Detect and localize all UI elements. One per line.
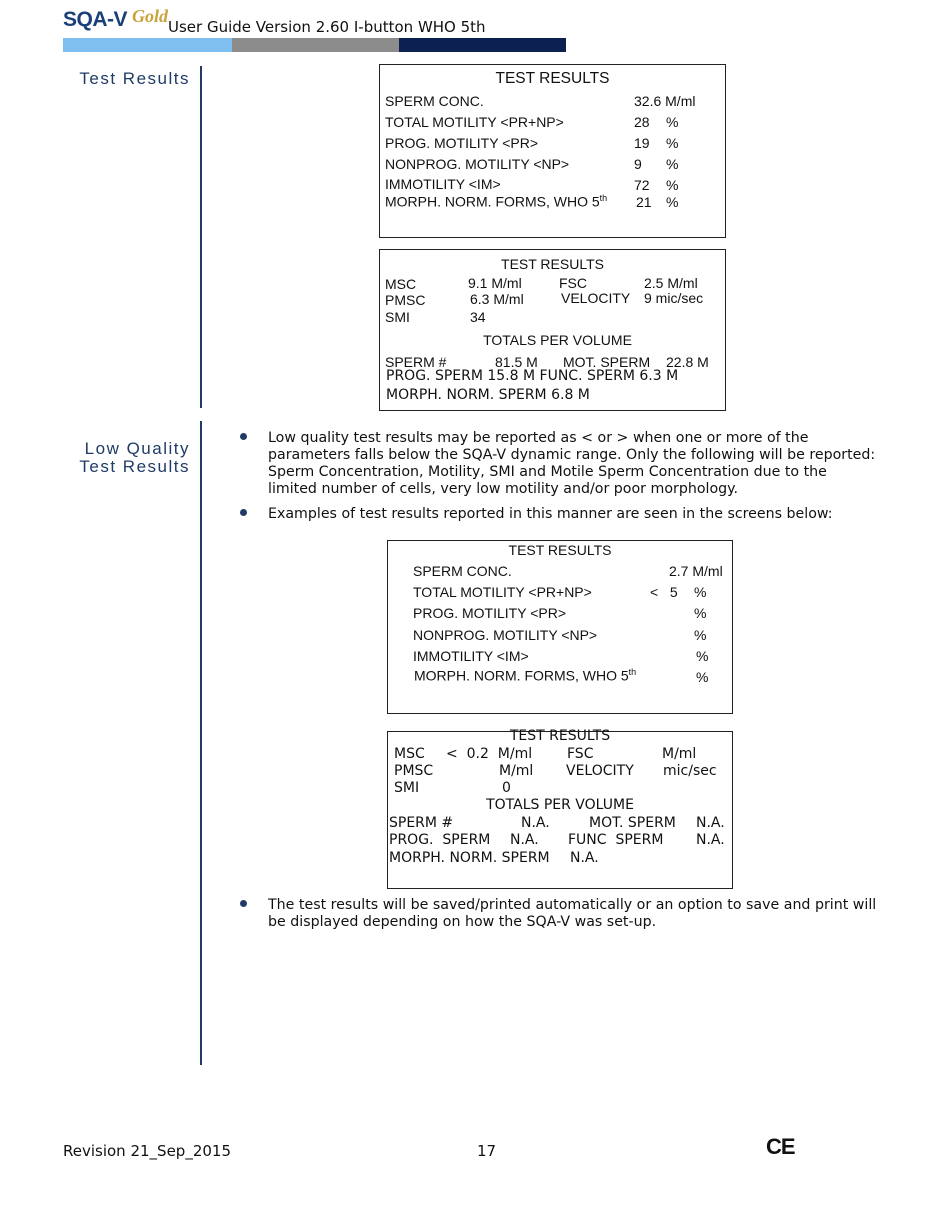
section-title-line: Low Quality: [84, 439, 190, 458]
revision-text: Revision 21_Sep_2015: [63, 1142, 231, 1160]
row-value-sperm-conc: 32.6 M/ml: [634, 93, 696, 109]
section-divider-line: [200, 66, 202, 408]
row-unit: %: [696, 669, 709, 685]
totals-title: TOTALS PER VOLUME: [486, 797, 634, 813]
row-label-nonprog-motility: NONPROG. MOTILITY <NP>: [385, 156, 570, 172]
row-unit: %: [666, 135, 679, 151]
header-title: User Guide Version 2.60 I-button WHO 5th: [168, 18, 486, 36]
msc-label: MSC: [385, 276, 417, 292]
prog-sperm-label: PROG. SPERM: [389, 832, 491, 848]
row-label-prog-motility: PROG. MOTILITY <PR>: [413, 605, 567, 621]
velocity-label: VELOCITY: [566, 763, 634, 779]
bullet-icon: [240, 433, 247, 440]
pmsc-value: 6.3 M/ml: [470, 291, 524, 307]
totals-title: TOTALS PER VOLUME: [483, 332, 632, 348]
row-value-immotility: 72: [634, 177, 650, 193]
section-divider-line: [200, 421, 202, 1065]
msc-label: MSC: [394, 746, 425, 762]
pmsc-label: PMSC: [385, 292, 426, 308]
page-number: 17: [477, 1142, 497, 1160]
prog-func-line: PROG. SPERM 15.8 M FUNC. SPERM 6.3 M: [386, 368, 679, 384]
velocity-value: 9 mic/sec: [644, 290, 704, 306]
bullet-icon: [240, 900, 247, 907]
header-bar-navy: [399, 38, 566, 52]
screen-title: TEST RESULTS: [495, 70, 610, 87]
sperm-count-value: N.A.: [521, 815, 550, 831]
row-unit: %: [696, 648, 709, 664]
morph-norm-line: MORPH. NORM. SPERM 6.8 M: [386, 387, 590, 403]
smi-value: 34: [470, 309, 486, 325]
fsc-label: FSC: [567, 746, 594, 762]
sperm-count-label: SPERM #: [389, 815, 454, 831]
section-title-line: Test Results: [79, 457, 190, 476]
bullet-icon: [240, 509, 247, 516]
header-bar-light: [63, 38, 232, 52]
row-unit: %: [666, 177, 679, 193]
row-unit: %: [694, 584, 707, 600]
row-label-prog-motility: PROG. MOTILITY <PR>: [385, 135, 539, 151]
row-unit: %: [666, 194, 679, 210]
row-unit: %: [666, 114, 679, 130]
fsc-label: FSC: [559, 275, 587, 291]
func-sperm-value: N.A.: [696, 832, 725, 848]
msc-value: < 0.2 M/ml: [446, 746, 533, 762]
paragraph-save-print: The test results will be saved/printed automatically or an option to save and print will be displayed depending on how the SQA-V was set-up.: [268, 897, 877, 930]
morph-norm-sperm-value: N.A.: [570, 850, 599, 866]
morph-norm-sperm-label: MORPH. NORM. SPERM: [389, 850, 550, 866]
row-value-nonprog-motility: 9: [634, 156, 642, 172]
row-value-morph: 21: [636, 194, 652, 210]
row-label-sperm-conc: SPERM CONC.: [385, 93, 484, 109]
velocity-value: mic/sec: [663, 763, 717, 779]
section-title-test-results: Test Results: [79, 69, 190, 88]
row-unit: %: [666, 156, 679, 172]
logo-text: SQA-V: [63, 8, 128, 31]
header-bar-gray: [232, 38, 399, 52]
row-value-total-motility: < 5: [650, 584, 678, 600]
test-results-screen-2: [379, 249, 726, 411]
row-label-total-motility: TOTAL MOTILITY <PR+NP>: [413, 584, 592, 600]
velocity-label: VELOCITY: [561, 290, 631, 306]
row-unit: %: [694, 605, 707, 621]
row-label-nonprog-motility: NONPROG. MOTILITY <NP>: [413, 627, 598, 643]
pmsc-value: M/ml: [499, 763, 534, 779]
row-label-morph: MORPH. NORM. FORMS, WHO 5th: [385, 193, 608, 210]
func-sperm-label: FUNC SPERM: [568, 832, 664, 848]
screen-title: TEST RESULTS: [501, 256, 604, 272]
row-value-total-motility: 28: [634, 114, 650, 130]
screen-title: TEST RESULTS: [508, 542, 612, 558]
paragraph-low-quality: Low quality test results may be reported as < or > when one or more of the parameters falls below the SQA-V dynamic range. Only the following will be reported: Sperm Concentration, Motility, SMI and Motile Sperm Concentration due to the limited number of cells, very low motility and/or poor morphology.: [268, 430, 876, 497]
fsc-value: M/ml: [662, 746, 697, 762]
mot-sperm-label: MOT. SPERM: [589, 815, 676, 831]
sperm-count-label: SPERM #: [385, 354, 447, 370]
test-results-screen-4: [387, 728, 733, 889]
mot-sperm-value: 22.8 M: [666, 354, 709, 370]
screen-title: TEST RESULTS: [509, 728, 611, 744]
ce-mark-icon: CE: [766, 1134, 795, 1159]
row-label-sperm-conc: SPERM CONC.: [413, 563, 512, 579]
logo-accent-text: Gold: [132, 6, 168, 26]
pmsc-label: PMSC: [394, 763, 434, 779]
row-label-immotility: IMMOTILITY <IM>: [385, 176, 501, 192]
row-value-prog-motility: 19: [634, 135, 650, 151]
sperm-count-value: 81.5 M: [495, 354, 538, 370]
mot-sperm-value: N.A.: [696, 815, 725, 831]
row-label-immotility: IMMOTILITY <IM>: [413, 648, 529, 664]
paragraph-examples: Examples of test results reported in this manner are seen in the screens below:: [268, 506, 833, 522]
fsc-value: 2.5 M/ml: [644, 275, 698, 291]
smi-label: SMI: [394, 780, 420, 796]
row-unit: %: [694, 627, 707, 643]
row-label-total-motility: TOTAL MOTILITY <PR+NP>: [385, 114, 564, 130]
section-title-low-quality: [0, 440, 190, 476]
test-results-screen-3: [387, 540, 733, 714]
smi-value: 0: [502, 780, 511, 796]
prog-sperm-value: N.A.: [510, 832, 539, 848]
row-value-sperm-conc: 2.7 M/ml: [669, 563, 723, 579]
mot-sperm-label: MOT. SPERM: [563, 354, 651, 370]
smi-label: SMI: [385, 309, 410, 325]
test-results-screen-1: [379, 64, 726, 238]
row-label-morph: MORPH. NORM. FORMS, WHO 5th: [414, 667, 637, 684]
msc-value: 9.1 M/ml: [468, 275, 522, 291]
